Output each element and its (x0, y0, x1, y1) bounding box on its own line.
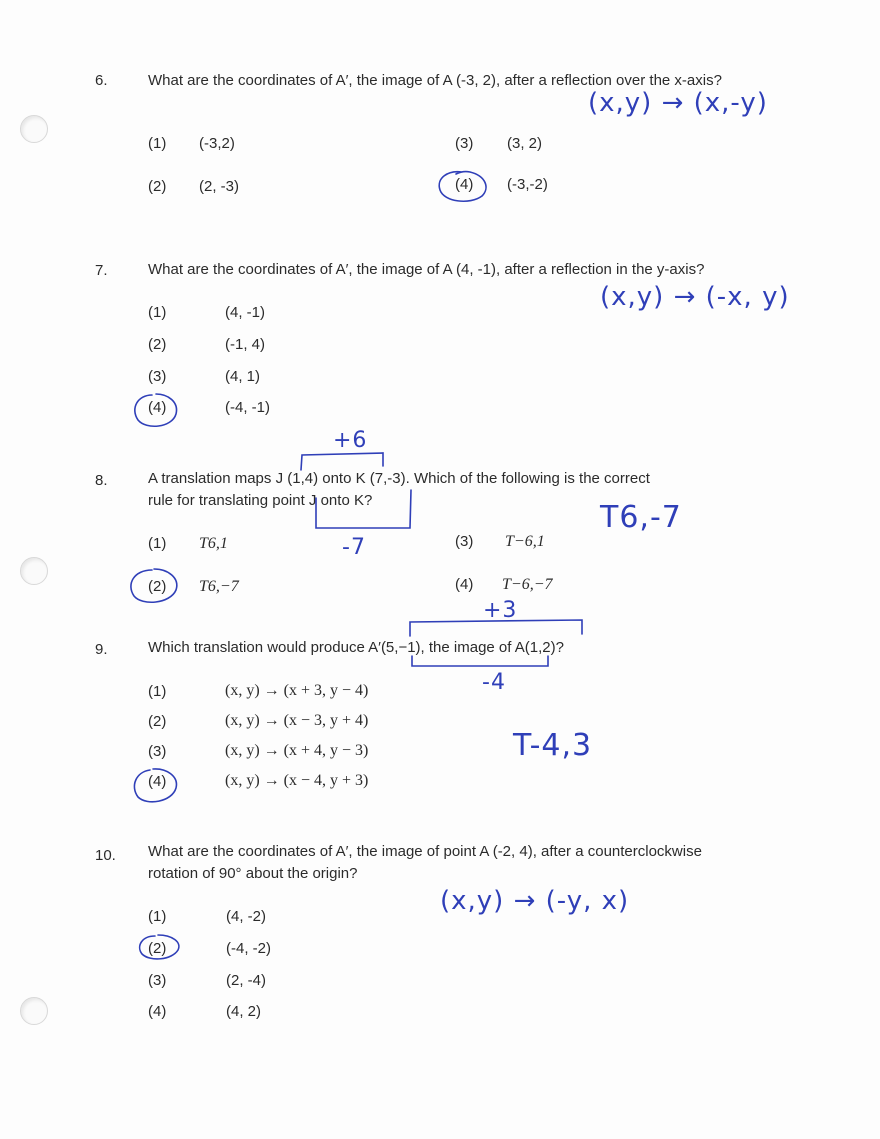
question-8-annotation-side: T6,-7 (600, 500, 682, 535)
question-9-choice-1-label[interactable]: (1) (148, 683, 167, 700)
question-9-choice-4-value: (x, y) → (x − 4, y + 3) (225, 772, 369, 789)
question-7-choice-4-value: (-4, -1) (225, 399, 270, 416)
q9-bracket-bottom (412, 656, 548, 666)
question-10-text-line2: rotation of 90° about the origin? (148, 865, 358, 882)
punch-hole-bottom (20, 997, 48, 1025)
question-7-choice-3-value: (4, 1) (225, 368, 261, 385)
question-9-choice-4-label[interactable]: (4) (148, 773, 167, 790)
question-7-choice-3-label[interactable]: (3) (148, 368, 167, 385)
question-10-choice-1-label[interactable]: (1) (148, 908, 167, 925)
question-9-choice-3-label[interactable]: (3) (148, 743, 167, 760)
punch-hole-top (20, 115, 48, 143)
question-10-choice-1-value: (4, -2) (226, 908, 267, 925)
question-8-choice-1-value: T6,1 (199, 535, 228, 552)
question-7-choice-4-label[interactable]: (4) (148, 399, 167, 416)
question-6-text: What are the coordinates of A′, the image of A (-3, 2), after a reflection over the x-axis? (148, 72, 722, 89)
question-10-choice-2-label[interactable]: (2) (148, 940, 167, 957)
question-6-choice-2-value: (2, -3) (199, 178, 240, 195)
question-9-text: Which translation would produce A′(5,−1), the image of A(1,2)? (148, 639, 564, 656)
question-6-choice-3-value: (3, 2) (507, 135, 543, 152)
question-6-number: 6. (95, 72, 108, 89)
question-9-number: 9. (95, 641, 108, 658)
question-6-choice-2-label[interactable]: (2) (148, 178, 167, 195)
question-10-choice-4-value: (4, 2) (226, 1003, 262, 1020)
question-8-choice-2-label[interactable]: (2) (148, 578, 167, 595)
question-8-choice-4-label[interactable]: (4) (455, 576, 474, 593)
question-6-choice-1-value: (-3,2) (199, 135, 235, 152)
question-8-text-line2: rule for translating point J onto K? (148, 492, 373, 509)
question-9-annotation-top: +3 (483, 598, 518, 623)
question-8-annotation-bottom: -7 (342, 535, 366, 560)
question-10-text-line1: What are the coordinates of A′, the image of point A (-2, 4), after a counterclockwise (148, 843, 702, 860)
question-9-choice-2-label[interactable]: (2) (148, 713, 167, 730)
question-8-choice-2-value: T6,−7 (199, 578, 239, 595)
question-9-annotation-side: T-4,3 (513, 728, 593, 763)
question-7-choice-2-label[interactable]: (2) (148, 336, 167, 353)
q8-bracket-top (301, 453, 383, 470)
question-8-text-line1: A translation maps J (1,4) onto K (7,-3). Which of the following is the correct (148, 470, 650, 487)
question-10-choice-4-label[interactable]: (4) (148, 1003, 167, 1020)
question-10-choice-3-label[interactable]: (3) (148, 972, 167, 989)
question-8-number: 8. (95, 472, 108, 489)
question-7-choice-2-value: (-1, 4) (225, 336, 266, 353)
question-10-annotation: (x,y) → (-y, x) (440, 886, 630, 916)
question-7-text: What are the coordinates of A′, the image of A (4, -1), after a reflection in the y-axis? (148, 261, 705, 278)
question-8-choice-3-value: T−6,1 (505, 533, 545, 550)
question-7-choice-1-label[interactable]: (1) (148, 304, 167, 321)
question-6-annotation: (x,y) → (x,-y) (588, 88, 768, 118)
question-10-number: 10. (95, 847, 116, 864)
question-9-choice-1-value: (x, y) → (x + 3, y − 4) (225, 682, 369, 699)
punch-hole-middle (20, 557, 48, 585)
question-9-annotation-bottom: -4 (482, 670, 506, 695)
question-8-choice-4-value: T−6,−7 (502, 576, 553, 593)
question-9-choice-3-value: (x, y) → (x + 4, y − 3) (225, 742, 369, 759)
question-10-choice-3-value: (2, -4) (226, 972, 267, 989)
question-7-choice-1-value: (4, -1) (225, 304, 266, 321)
question-8-annotation-top: +6 (333, 428, 368, 453)
question-9-choice-2-value: (x, y) → (x − 3, y + 4) (225, 712, 369, 729)
question-10-choice-2-value: (-4, -2) (226, 940, 271, 957)
question-7-annotation: (x,y) → (-x, y) (600, 282, 790, 312)
question-7-number: 7. (95, 262, 108, 279)
question-6-choice-1-label[interactable]: (1) (148, 135, 167, 152)
question-8-choice-1-label[interactable]: (1) (148, 535, 167, 552)
question-6-choice-4-label[interactable]: (4) (455, 176, 474, 193)
question-6-choice-4-value: (-3,-2) (507, 176, 548, 193)
question-6-choice-3-label[interactable]: (3) (455, 135, 474, 152)
question-8-choice-3-label[interactable]: (3) (455, 533, 474, 550)
